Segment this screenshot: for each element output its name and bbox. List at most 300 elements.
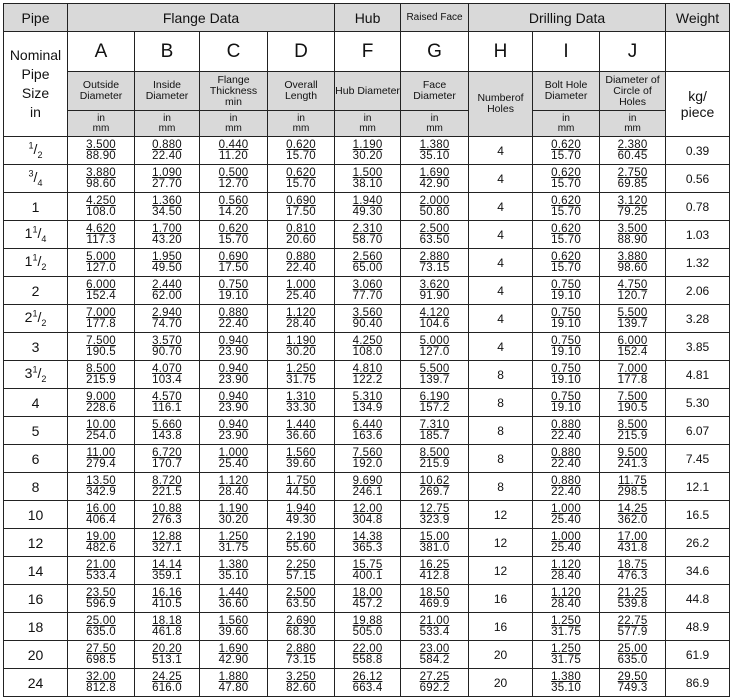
dim-cell-j bbox=[600, 249, 666, 277]
holes-cell: 8 bbox=[469, 389, 533, 417]
pipe-group-header: Pipe bbox=[4, 4, 68, 32]
col-letter-f: F bbox=[335, 32, 401, 72]
mm-value: 577.9 bbox=[617, 625, 648, 638]
dim-cell-f bbox=[335, 445, 401, 473]
inch-value: 0.750 bbox=[551, 362, 581, 375]
table-row bbox=[4, 445, 730, 473]
mm-value: 73.15 bbox=[419, 261, 450, 274]
dim-cell-d bbox=[268, 501, 335, 529]
mm-value: 39.60 bbox=[218, 625, 249, 638]
inch-value: 0.750 bbox=[551, 306, 581, 319]
inch-value: 1.940 bbox=[352, 194, 383, 207]
unit-cell-d bbox=[268, 111, 335, 137]
inch-value: 12.00 bbox=[352, 502, 383, 515]
dim-cell-g bbox=[401, 249, 469, 277]
mm-value: 152.4 bbox=[86, 289, 116, 302]
mm-value: 31.75 bbox=[218, 541, 249, 554]
mm-value: 108.0 bbox=[86, 205, 116, 218]
holes-cell: 4 bbox=[469, 249, 533, 277]
dim-cell-f bbox=[335, 557, 401, 585]
weight-cell: 1.32 bbox=[666, 249, 730, 277]
drilling-group-header: Drilling Data bbox=[469, 4, 666, 32]
mm-value: 35.10 bbox=[551, 681, 581, 694]
inch-value: 13.50 bbox=[86, 474, 116, 487]
dim-cell-i bbox=[533, 613, 600, 641]
col-letter-h: H bbox=[469, 32, 533, 72]
weight-cell: 0.78 bbox=[666, 193, 730, 221]
holes-cell: 12 bbox=[469, 557, 533, 585]
pipe-size-value: $1^1/_4$ bbox=[24, 224, 47, 245]
dim-cell-i bbox=[533, 641, 600, 669]
dim-cell-g bbox=[401, 165, 469, 193]
dim-cell-d bbox=[268, 529, 335, 557]
inch-value: 20.20 bbox=[152, 642, 182, 655]
mm-value: 33.30 bbox=[286, 401, 316, 414]
mm-value: 190.5 bbox=[617, 401, 648, 414]
table-row bbox=[4, 669, 730, 697]
dim-cell-c bbox=[200, 249, 268, 277]
inch-value: 9.690 bbox=[352, 474, 383, 487]
inch-value: 3.250 bbox=[286, 670, 316, 683]
pipe-size-cell bbox=[4, 389, 68, 417]
dim-cell-b bbox=[135, 529, 200, 557]
inch-value: 24.25 bbox=[152, 670, 182, 683]
dim-cell-b bbox=[135, 277, 200, 305]
inch-value: 1.250 bbox=[551, 642, 581, 655]
inch-value: 3.620 bbox=[419, 278, 450, 291]
dim-cell-c bbox=[200, 361, 268, 389]
unit-header-row bbox=[4, 111, 730, 137]
table-row bbox=[4, 501, 730, 529]
table-row bbox=[4, 529, 730, 557]
inch-value: 1.440 bbox=[218, 586, 249, 599]
dim-cell-i bbox=[533, 221, 600, 249]
mm-value: 91.90 bbox=[419, 289, 450, 302]
dim-cell-a bbox=[68, 137, 135, 165]
inch-value: 4.810 bbox=[352, 362, 383, 375]
dim-cell-c bbox=[200, 193, 268, 221]
inch-value: 5.660 bbox=[152, 418, 182, 431]
mm-value: 11.20 bbox=[219, 149, 248, 162]
inch-value: 27.25 bbox=[419, 670, 450, 683]
table-row bbox=[4, 473, 730, 501]
mm-value: 68.30 bbox=[286, 625, 316, 638]
dim-cell-g bbox=[401, 529, 469, 557]
dim-cell-j bbox=[600, 277, 666, 305]
mm-value: 400.1 bbox=[352, 569, 383, 582]
inch-value: 0.690 bbox=[286, 194, 316, 207]
pipe-size-cell bbox=[4, 613, 68, 641]
inch-value: 0.620 bbox=[286, 138, 316, 151]
pipe-size-value: 8 bbox=[31, 478, 40, 495]
inch-value: 5.000 bbox=[419, 334, 450, 347]
circle-of-holes-header: Diameter of Circle of Holes bbox=[600, 72, 666, 111]
inch-value: 5.500 bbox=[419, 362, 450, 375]
holes-cell: 4 bbox=[469, 333, 533, 361]
pipe-size-value: 18 bbox=[27, 618, 44, 635]
mm-value: 215.9 bbox=[419, 457, 450, 470]
pipe-size-value: 20 bbox=[27, 646, 44, 663]
dim-cell-j bbox=[600, 501, 666, 529]
pipe-size-value: 1 bbox=[31, 198, 40, 215]
dim-cell-d bbox=[268, 249, 335, 277]
pipe-size-cell bbox=[4, 445, 68, 473]
mm-value: 177.8 bbox=[617, 373, 648, 386]
inch-value: 4.250 bbox=[86, 194, 116, 207]
dim-cell-j bbox=[600, 585, 666, 613]
dim-cell-g bbox=[401, 613, 469, 641]
pipe-size-cell bbox=[4, 501, 68, 529]
mm-value: 221.5 bbox=[152, 485, 182, 498]
unit-in: in bbox=[163, 112, 171, 124]
pipe-size-value: 4 bbox=[31, 394, 40, 411]
unit-mm: mm bbox=[158, 122, 176, 134]
inch-value: 18.00 bbox=[352, 586, 383, 599]
inch-value: 2.250 bbox=[286, 558, 316, 571]
unit-cell-i bbox=[533, 111, 600, 137]
dim-cell-g bbox=[401, 417, 469, 445]
mm-value: 69.85 bbox=[617, 177, 648, 190]
dim-cell-j bbox=[600, 165, 666, 193]
inch-value: 0.750 bbox=[551, 390, 581, 403]
holes-cell: 4 bbox=[469, 165, 533, 193]
flange-group-header: Flange Data bbox=[68, 4, 335, 32]
dim-cell-c bbox=[200, 221, 268, 249]
table-row bbox=[4, 557, 730, 585]
dim-cell-d bbox=[268, 641, 335, 669]
dim-cell-b bbox=[135, 249, 200, 277]
mm-value: 47.80 bbox=[218, 681, 249, 694]
dim-cell-f bbox=[335, 333, 401, 361]
inch-value: 6.440 bbox=[352, 418, 383, 431]
table-row bbox=[4, 613, 730, 641]
mm-value: 412.8 bbox=[419, 569, 450, 582]
inch-value: 7.500 bbox=[86, 334, 116, 347]
mm-value: 25.40 bbox=[218, 457, 249, 470]
weight-cell: 6.07 bbox=[666, 417, 730, 445]
inch-value: 2.880 bbox=[286, 642, 316, 655]
kg-per-piece-header bbox=[666, 72, 730, 137]
inch-value: 1.700 bbox=[152, 222, 182, 235]
mm-value: 19.10 bbox=[551, 289, 581, 302]
mm-value: 139.7 bbox=[617, 317, 648, 330]
mm-value: 558.8 bbox=[352, 653, 383, 666]
weight-group-header: Weight bbox=[666, 4, 730, 32]
col-letter-a: A bbox=[68, 32, 135, 72]
inch-value: 2.940 bbox=[152, 306, 182, 319]
inch-value: 16.16 bbox=[152, 586, 182, 599]
mm-value: 74.70 bbox=[152, 317, 182, 330]
dim-cell-g bbox=[401, 221, 469, 249]
mm-value: 31.75 bbox=[551, 653, 581, 666]
mm-value: 381.0 bbox=[419, 541, 450, 554]
inch-value: 1.120 bbox=[218, 474, 249, 487]
pipe-size-value: 6 bbox=[31, 450, 40, 467]
weight-cell: 48.9 bbox=[666, 613, 730, 641]
mm-value: 34.50 bbox=[152, 205, 182, 218]
dim-cell-j bbox=[600, 221, 666, 249]
dim-cell-a bbox=[68, 361, 135, 389]
dim-cell-b bbox=[135, 669, 200, 697]
pipe-size-cell bbox=[4, 277, 68, 305]
dim-cell-f bbox=[335, 585, 401, 613]
mm-value: 241.3 bbox=[617, 457, 648, 470]
dim-cell-b bbox=[135, 305, 200, 333]
dim-cell-c bbox=[200, 333, 268, 361]
mm-value: 22.40 bbox=[286, 261, 316, 274]
mm-value: 215.9 bbox=[86, 373, 116, 386]
inch-value: 1.690 bbox=[218, 642, 249, 655]
mm-value: 82.60 bbox=[286, 681, 316, 694]
face-diameter-header: Face Diameter bbox=[401, 72, 469, 111]
pipe-size-value: 24 bbox=[27, 674, 44, 691]
dim-cell-b bbox=[135, 333, 200, 361]
mm-value: 31.75 bbox=[551, 625, 581, 638]
pipe-size-cell bbox=[4, 221, 68, 249]
inch-value: 4.620 bbox=[86, 222, 116, 235]
unit-in: in bbox=[363, 112, 372, 124]
table-row bbox=[4, 193, 730, 221]
dim-cell-f bbox=[335, 249, 401, 277]
dim-cell-j bbox=[600, 557, 666, 585]
inch-value: 10.00 bbox=[86, 418, 116, 431]
inch-value: 1.880 bbox=[218, 670, 249, 683]
weight-cell: 86.9 bbox=[666, 669, 730, 697]
dim-cell-b bbox=[135, 557, 200, 585]
inch-value: 1.250 bbox=[286, 362, 316, 375]
dim-cell-g bbox=[401, 501, 469, 529]
inch-value: 14.38 bbox=[352, 530, 383, 543]
inch-value: 22.75 bbox=[617, 614, 648, 627]
mm-value: 185.7 bbox=[419, 429, 450, 442]
dim-cell-f bbox=[335, 361, 401, 389]
inch-value: 16.00 bbox=[86, 502, 116, 515]
inch-value: 25.00 bbox=[617, 642, 648, 655]
mm-value: 25.40 bbox=[551, 513, 581, 526]
inch-value: 7.310 bbox=[419, 418, 450, 431]
mm-value: 342.9 bbox=[86, 485, 116, 498]
overall-length-header: Overall Length bbox=[268, 72, 335, 111]
dim-cell-g bbox=[401, 557, 469, 585]
table-row bbox=[4, 137, 730, 165]
dim-cell-j bbox=[600, 137, 666, 165]
mm-value: 28.40 bbox=[286, 317, 316, 330]
pipe-size-value: $1^1/_2$ bbox=[24, 252, 47, 273]
inch-value: 4.250 bbox=[352, 334, 383, 347]
kg-label: kg/ bbox=[688, 88, 707, 104]
inch-value: 4.750 bbox=[617, 278, 648, 291]
mm-value: 25.40 bbox=[286, 289, 316, 302]
dim-cell-i bbox=[533, 333, 600, 361]
pipe-size-value: 10 bbox=[27, 506, 44, 523]
holes-cell: 4 bbox=[469, 221, 533, 249]
pipe-size-cell bbox=[4, 165, 68, 193]
mm-value: 88.90 bbox=[617, 233, 648, 246]
mm-value: 584.2 bbox=[419, 653, 450, 666]
mm-value: 12.70 bbox=[218, 177, 249, 190]
pipe-size-cell bbox=[4, 361, 68, 389]
mm-value: 90.40 bbox=[352, 317, 383, 330]
inch-value: 21.00 bbox=[86, 558, 116, 571]
dim-cell-g bbox=[401, 585, 469, 613]
dim-cell-d bbox=[268, 585, 335, 613]
inch-value: 1.190 bbox=[352, 138, 383, 151]
mm-value: 215.9 bbox=[617, 429, 648, 442]
holes-cell: 4 bbox=[469, 277, 533, 305]
col-letter-g: G bbox=[401, 32, 469, 72]
dim-cell-f bbox=[335, 165, 401, 193]
mm-value: 22.40 bbox=[551, 485, 581, 498]
inch-value: 0.880 bbox=[152, 138, 182, 151]
dim-cell-b bbox=[135, 361, 200, 389]
dim-cell-d bbox=[268, 417, 335, 445]
inch-value: 0.620 bbox=[286, 166, 316, 179]
inch-value: 12.88 bbox=[152, 530, 182, 543]
pipe-size-cell bbox=[4, 473, 68, 501]
inch-value: 7.000 bbox=[86, 306, 116, 319]
weight-cell: 0.56 bbox=[666, 165, 730, 193]
mm-value: 35.10 bbox=[419, 149, 450, 162]
dim-cell-i bbox=[533, 669, 600, 697]
dim-cell-f bbox=[335, 613, 401, 641]
mm-value: 269.7 bbox=[419, 485, 450, 498]
unit-in: in bbox=[297, 112, 305, 124]
table-row bbox=[4, 361, 730, 389]
inch-value: 0.940 bbox=[218, 418, 249, 431]
mm-value: 15.70 bbox=[551, 149, 581, 162]
mm-value: 20.60 bbox=[286, 233, 316, 246]
dim-cell-f bbox=[335, 277, 401, 305]
dim-cell-i bbox=[533, 473, 600, 501]
inch-value: 19.00 bbox=[86, 530, 116, 543]
mm-value: 19.10 bbox=[551, 345, 581, 358]
unit-mm: mm bbox=[624, 122, 641, 134]
inch-value: 3.880 bbox=[617, 250, 648, 263]
dim-cell-c bbox=[200, 669, 268, 697]
weight-cell: 1.03 bbox=[666, 221, 730, 249]
inch-value: 0.750 bbox=[551, 278, 581, 291]
dim-cell-g bbox=[401, 473, 469, 501]
pipe-size-value: $^1/_2$ bbox=[28, 140, 43, 161]
mm-value: 44.50 bbox=[286, 485, 316, 498]
mm-value: 49.30 bbox=[286, 513, 316, 526]
mm-value: 60.45 bbox=[617, 149, 648, 162]
weight-cell: 61.9 bbox=[666, 641, 730, 669]
dim-cell-f bbox=[335, 137, 401, 165]
dim-cell-d bbox=[268, 277, 335, 305]
mm-value: 36.60 bbox=[286, 429, 316, 442]
holes-cell: 4 bbox=[469, 137, 533, 165]
dim-cell-f bbox=[335, 305, 401, 333]
raised-face-group-header: Raised Face bbox=[401, 4, 469, 32]
mm-value: 23.90 bbox=[218, 373, 249, 386]
dim-cell-g bbox=[401, 669, 469, 697]
dim-cell-i bbox=[533, 165, 600, 193]
pipe-size-cell bbox=[4, 669, 68, 697]
mm-value: 25.40 bbox=[551, 541, 581, 554]
weight-cell: 3.28 bbox=[666, 305, 730, 333]
holes-cell: 16 bbox=[469, 613, 533, 641]
dim-cell-d bbox=[268, 389, 335, 417]
inch-value: 3.880 bbox=[86, 166, 116, 179]
inch-value: 1.250 bbox=[218, 530, 249, 543]
dim-cell-a bbox=[68, 557, 135, 585]
inch-value: 0.880 bbox=[551, 418, 581, 431]
inch-value: 3.560 bbox=[352, 306, 383, 319]
mm-value: 117.3 bbox=[86, 233, 116, 246]
holes-cell: 4 bbox=[469, 193, 533, 221]
col-letter-i: I bbox=[533, 32, 600, 72]
inch-value: 2.750 bbox=[617, 166, 648, 179]
inch-value: 18.18 bbox=[152, 614, 182, 627]
dim-cell-d bbox=[268, 193, 335, 221]
dim-cell-g bbox=[401, 305, 469, 333]
inch-value: 18.75 bbox=[617, 558, 648, 571]
dim-cell-j bbox=[600, 445, 666, 473]
mm-value: 65.00 bbox=[352, 261, 383, 274]
mm-value: 55.60 bbox=[286, 541, 316, 554]
unit-mm: mm bbox=[92, 122, 110, 134]
mm-value: 17.50 bbox=[286, 205, 316, 218]
mm-value: 22.40 bbox=[152, 149, 182, 162]
description-header-row bbox=[4, 72, 730, 111]
inch-value: 11.00 bbox=[86, 446, 116, 459]
unit-in: in bbox=[628, 112, 637, 124]
inch-value: 1.000 bbox=[551, 530, 581, 543]
inch-value: 6.000 bbox=[86, 278, 116, 291]
mm-value: 327.1 bbox=[152, 541, 182, 554]
group-header-row bbox=[4, 4, 730, 32]
mm-value: 127.0 bbox=[419, 345, 450, 358]
inch-value: 26.12 bbox=[352, 670, 383, 683]
inch-value: 0.880 bbox=[218, 306, 249, 319]
dim-cell-b bbox=[135, 445, 200, 473]
dim-cell-a bbox=[68, 249, 135, 277]
inch-value: 7.500 bbox=[617, 390, 648, 403]
unit-mm: mm bbox=[359, 122, 376, 134]
mm-value: 812.8 bbox=[86, 681, 116, 694]
pipe-size-cell bbox=[4, 585, 68, 613]
inch-value: 3.500 bbox=[86, 138, 116, 151]
dim-cell-b bbox=[135, 165, 200, 193]
mm-value: 246.1 bbox=[352, 485, 383, 498]
holes-cell: 8 bbox=[469, 361, 533, 389]
mm-value: 461.8 bbox=[152, 625, 182, 638]
unit-cell-f bbox=[335, 111, 401, 137]
inch-value: 25.00 bbox=[86, 614, 116, 627]
holes-cell: 8 bbox=[469, 417, 533, 445]
inch-value: 1.120 bbox=[551, 586, 581, 599]
inch-value: 3.060 bbox=[352, 278, 383, 291]
mm-value: 254.0 bbox=[86, 429, 116, 442]
inch-value: 1.090 bbox=[152, 166, 182, 179]
inch-label: in bbox=[30, 104, 41, 120]
inch-value: 2.380 bbox=[617, 138, 648, 151]
mm-value: 22.40 bbox=[218, 317, 249, 330]
inch-value: 0.750 bbox=[551, 334, 581, 347]
dim-cell-b bbox=[135, 137, 200, 165]
pipe-size-value: $^3/_4$ bbox=[28, 168, 43, 189]
dim-cell-c bbox=[200, 585, 268, 613]
inch-value: 6.000 bbox=[617, 334, 648, 347]
mm-value: 533.4 bbox=[419, 625, 450, 638]
mm-value: 15.70 bbox=[551, 261, 581, 274]
pipe-size-value: $2^1/_2$ bbox=[24, 308, 47, 329]
mm-value: 362.0 bbox=[617, 513, 648, 526]
dim-cell-d bbox=[268, 137, 335, 165]
holes-cell: 8 bbox=[469, 473, 533, 501]
dim-cell-a bbox=[68, 585, 135, 613]
